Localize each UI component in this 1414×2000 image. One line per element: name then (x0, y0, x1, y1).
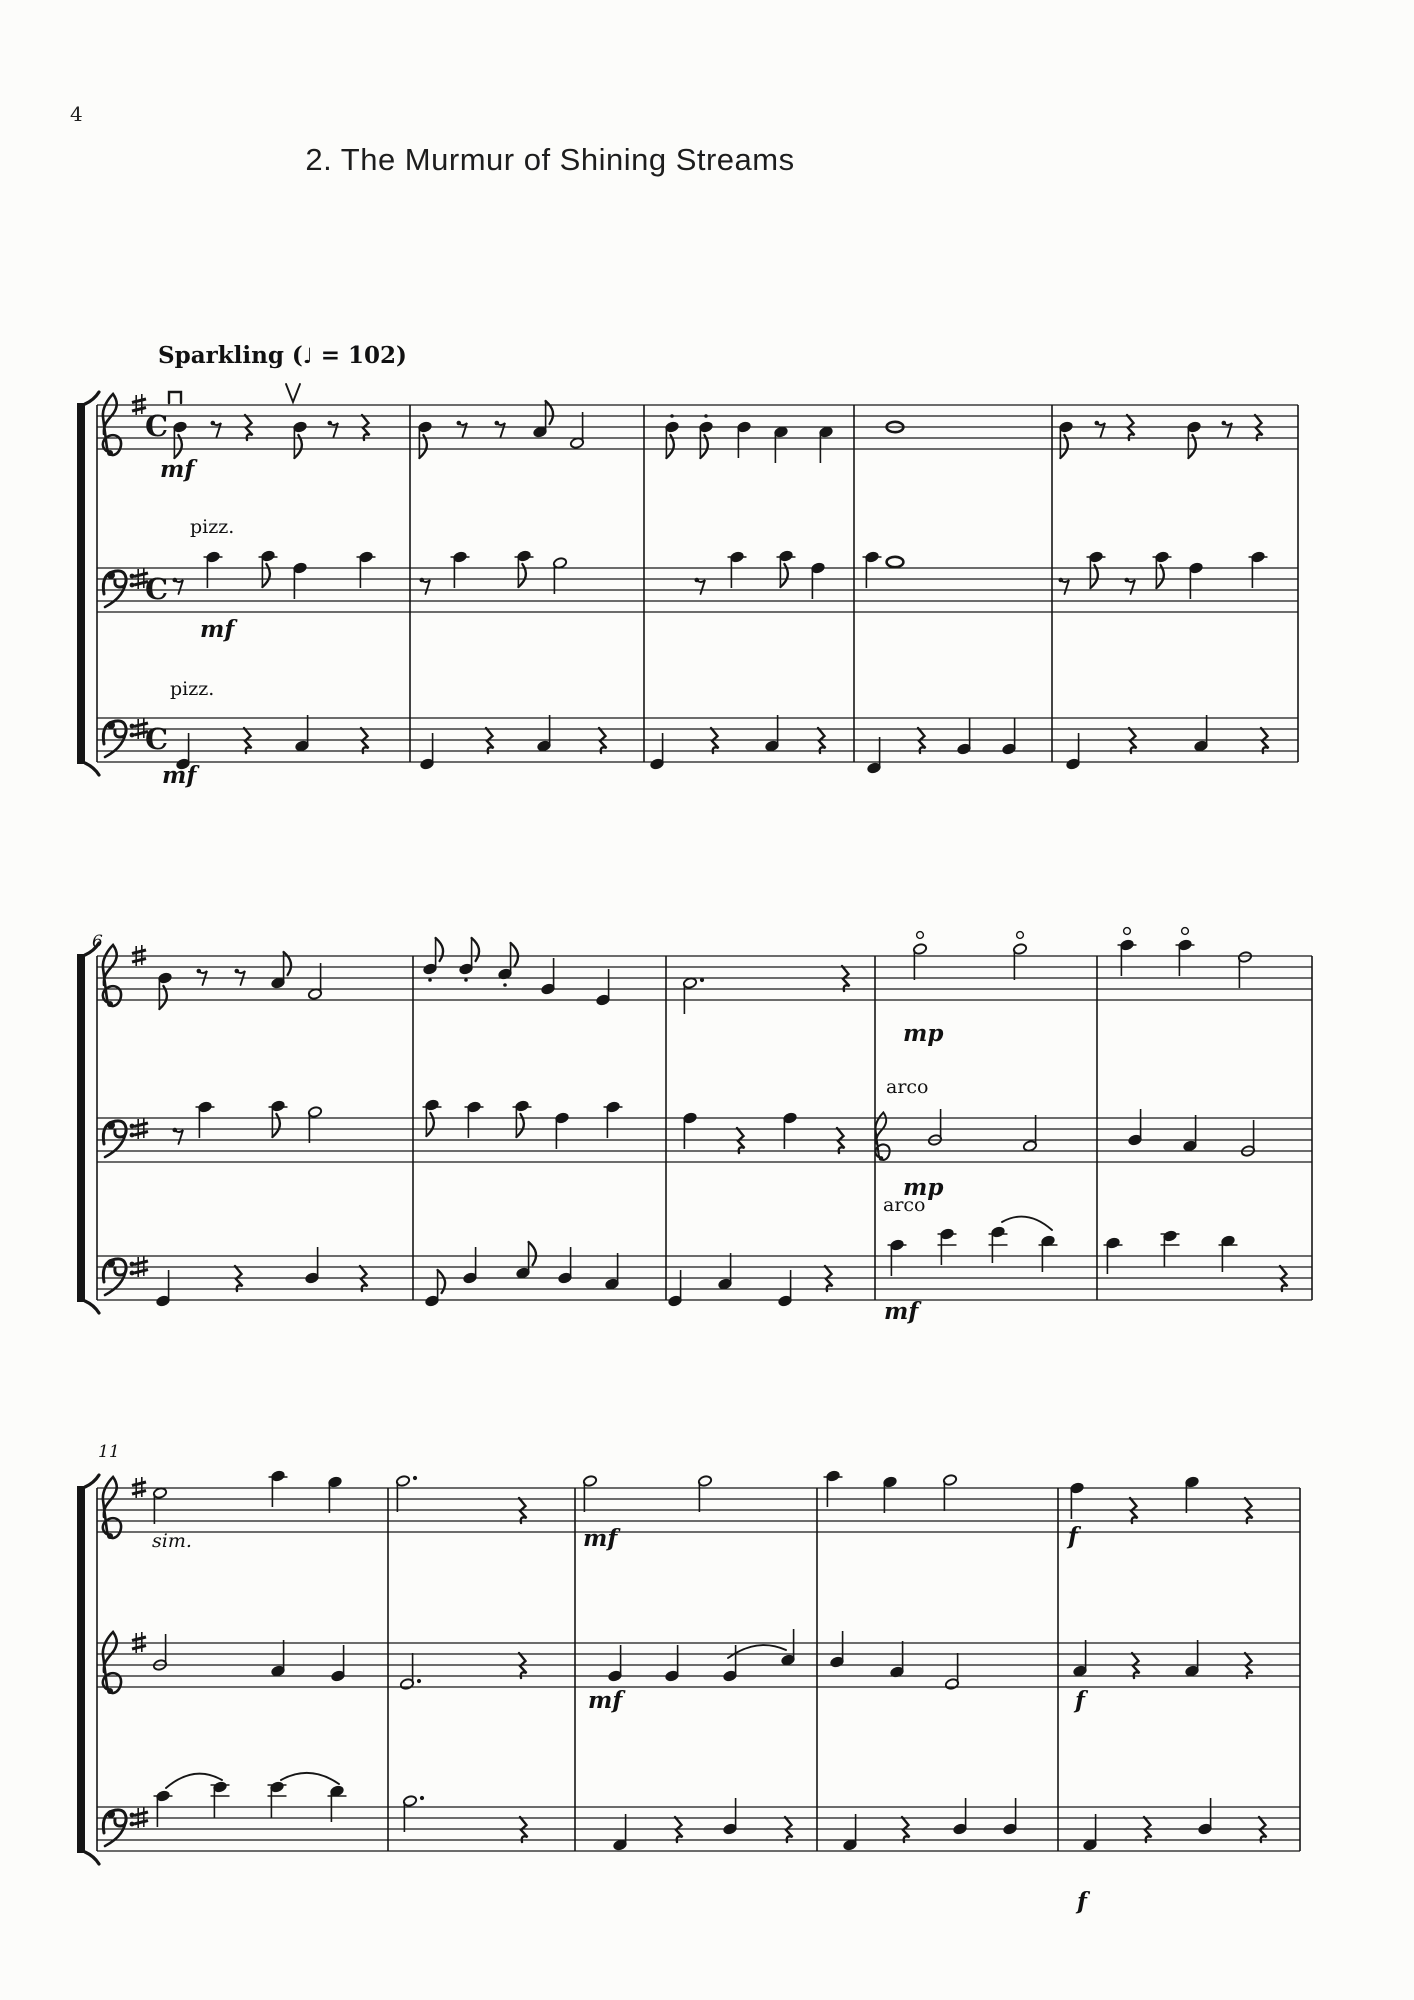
system-3-staff-2-treble (97, 1629, 1300, 1694)
dynamic-mp-cello-m9: mp (903, 1174, 944, 1201)
tempo-word: Sparkling ( (158, 342, 303, 369)
technique-pizz-bass-m1: pizz. (170, 678, 215, 700)
system-2 (77, 928, 1312, 1313)
page-number: 4 (70, 102, 83, 126)
system-3-staff-1-treble (97, 1470, 1300, 1539)
system-3 (77, 1470, 1300, 1864)
technique-arco-cello-m9: arco (886, 1076, 929, 1098)
system-2-staff-1-treble (97, 928, 1312, 1014)
dynamic-mp-violin-m9: mp (903, 1020, 944, 1047)
measure-number-6: 6 (92, 932, 103, 952)
system-3-staff-3-bass (97, 1781, 1300, 1851)
dynamic-f-bass-m15: f (1077, 1888, 1087, 1915)
svg-text:C: C (145, 722, 169, 756)
system-1 (77, 384, 1298, 775)
technique-pizz-cello-m1: pizz. (190, 516, 235, 538)
dynamic-mf-cello-m1: mf (200, 616, 235, 643)
dynamic-mf-violin-m1: mf (160, 456, 195, 483)
measure-number-11: 11 (98, 1442, 120, 1462)
system-1-staff-2-bass (97, 550, 1298, 612)
dynamic-mf-cello-m13: mf (588, 1687, 623, 1714)
down-bow-icon (169, 392, 181, 403)
dynamic-f-cello-m15: f (1075, 1687, 1085, 1714)
system-1-staff-1-treble (97, 394, 1298, 463)
tempo-bpm: = 102) (312, 342, 407, 369)
system-2-staff-2-bass (97, 1099, 1312, 1162)
system-2-staff-3-bass (97, 1226, 1312, 1307)
movement-title: 2. The Murmur of Shining Streams (305, 142, 795, 177)
system-1-staff-3-bass (97, 715, 1298, 774)
up-bow-icon (286, 384, 300, 402)
quarter-note-icon: ♩ (302, 344, 313, 368)
dynamic-mf-bass-m9: mf (884, 1298, 919, 1325)
dynamic-f-violin-m15: f (1068, 1523, 1078, 1550)
dynamic-mf-violin-m13: mf (583, 1525, 618, 1552)
technique-arco-bass-m9: arco (883, 1194, 926, 1216)
dynamic-mf-bass-m1: mf (162, 762, 197, 789)
technique-sim-m11: sim. (152, 1530, 192, 1552)
svg-text:C: C (145, 409, 169, 443)
svg-text:C: C (145, 572, 169, 606)
